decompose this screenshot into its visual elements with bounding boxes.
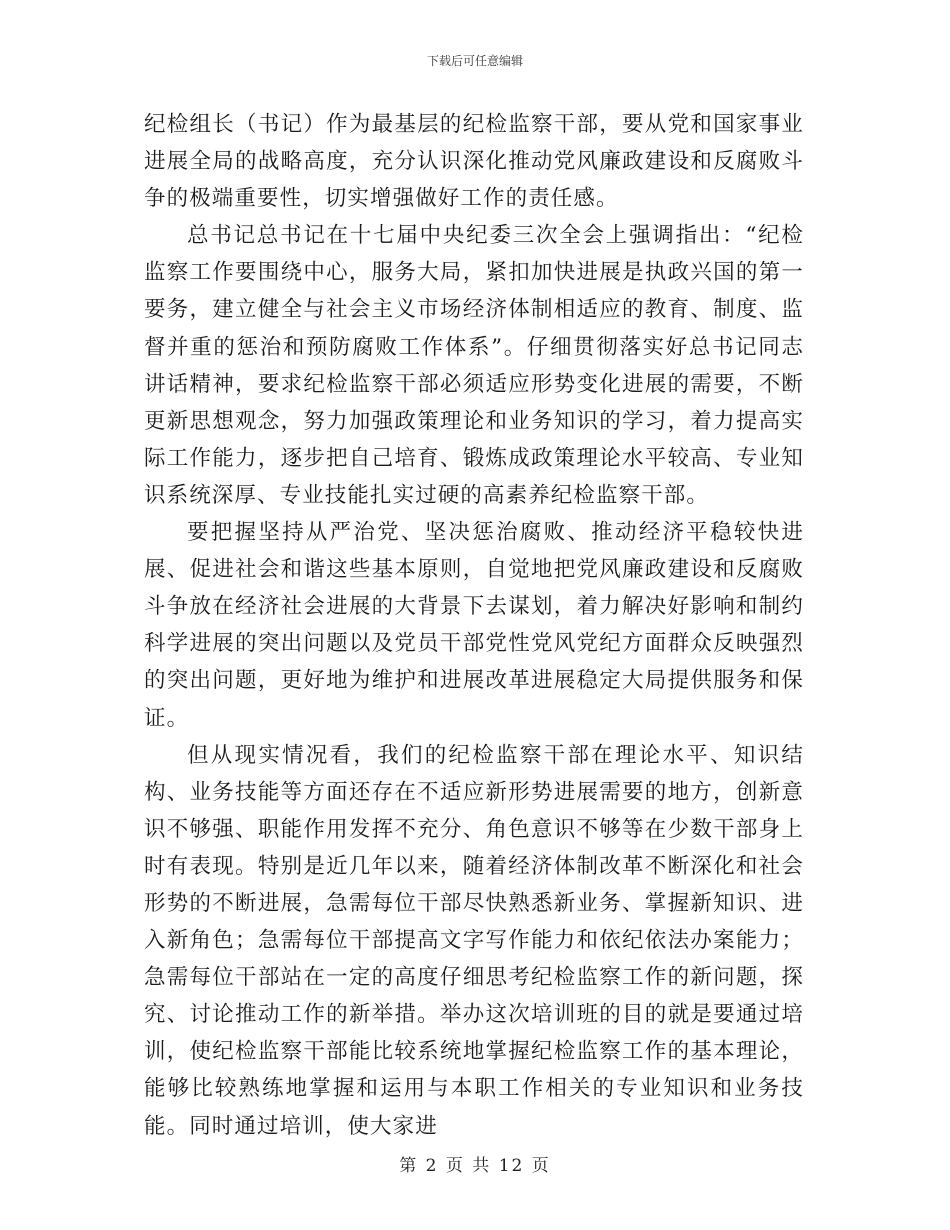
document-body — [144, 106, 804, 1145]
paragraph-4: 但从现实情况看，我们的纪检监察干部在理论水平、知识结构、业务技能等方面还存在不适应新形势进展需要的地方，创新意识不够强、职能作用发挥不充分、角色意识不够等在少数干部身上时有表现。特别是近几年以来，随着经济体制改革不断深化和社会形势的不断进展，急需每位干部尽快熟悉新业务、掌握新知识、进入新角色；急需每位干部提高文字写作能力和依纪依法办案能力；急需每位干部站在一定的高度仔细思考纪检监察工作的新问题，探究、讨论推动工作的新举措。举办这次培训班的目的就是要通过培训，使纪检监察干部能比较系统地掌握纪检监察工作的基本理论，能够比较熟练地掌握和运用与本职工作相关的专业知识和业务技能。同时通过培训，使大家进 — [144, 742, 804, 1139]
paragraph-2: 总书记总书记在十七届中央纪委三次全会上强调指出：“纪检监察工作要围绕中心，服务大局，紧扣加快进展是执政兴国的第一要务，建立健全与社会主义市场经济体制相适应的教育、制度、监督并重的惩治和预防腐败工作体系”。仔细贯彻落实好总书记同志讲话精神，要求纪检监察干部必须适应形势变化进展的需要，不断更新思想观念，努力加强政策理论和业务知识的学习，着力提高实际工作能力，逐步把自己培育、锻炼成政策理论水平较高、专业知识系统深厚、专业技能扎实过硬的高素养纪检监察干部。 — [144, 223, 804, 508]
paragraph-3: 要把握坚持从严治党、坚决惩治腐败、推动经济平稳较快进展、促进社会和谐这些基本原则，自觉地把党风廉政建设和反腐败斗争放在经济社会进展的大背景下去谋划，着力解决好影响和制约科学进展的突出问题以及党员干部党性党风党纪方面群众反映强烈的突出问题，更好地为维护和进展改革进展稳定大局提供服务和保证。 — [144, 520, 804, 731]
page-header: 下载后可任意编辑 — [426, 54, 523, 68]
page-number: 第 2 页 共 12 页 — [399, 1156, 551, 1176]
paragraph-1: 纪检组长（书记）作为最基层的纪检监察干部，要从党和国家事业进展全局的战略高度，充分认识深化推动党风廉政建设和反腐败斗争的极端重要性，切实增强做好工作的责任感。 — [144, 112, 804, 212]
